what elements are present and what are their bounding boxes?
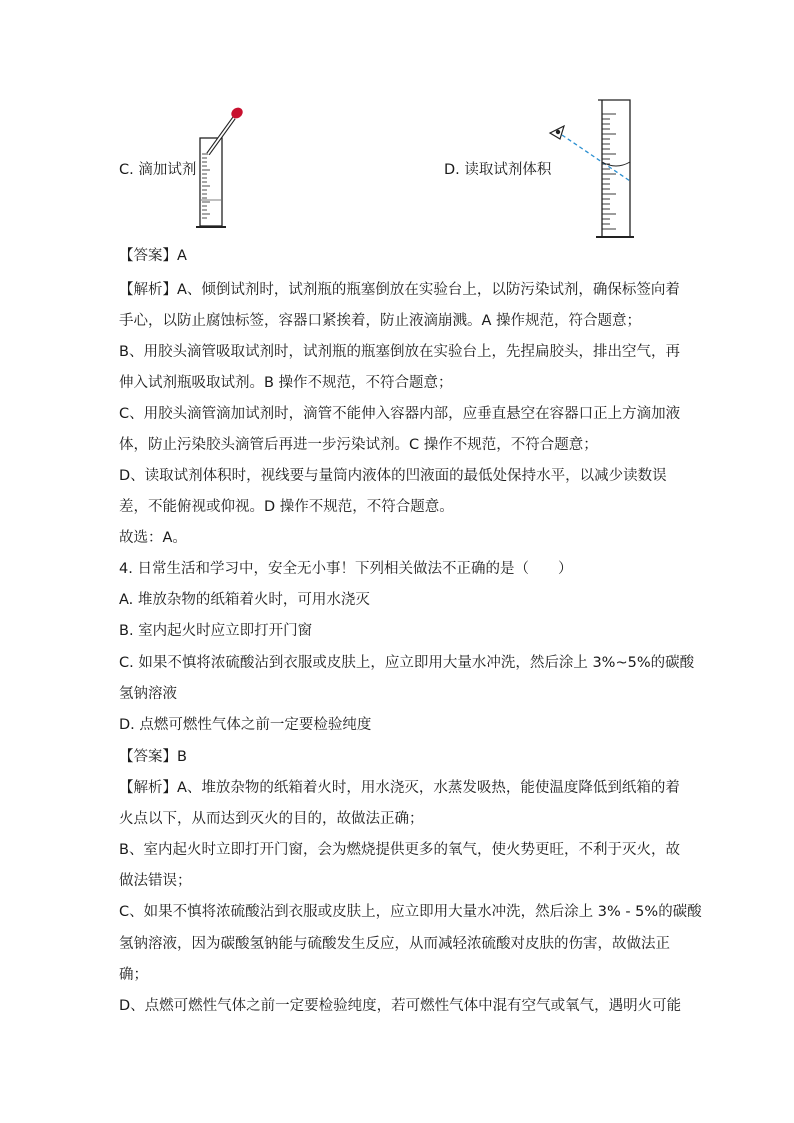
q3-analysis-line: 伸入试剂瓶吸取试剂。B 操作不规范，不符合题意； xyxy=(119,375,453,391)
q4-analysis-line: B、室内起火时立即打开门窗，会为燃烧提供更多的氧气，使火势更旺，不利于灭火，故 xyxy=(119,842,680,858)
q4-option-d: D. 点燃可燃性气体之前一定要检验纯度 xyxy=(119,717,372,733)
q3-analysis-line: C、用胶头滴管滴加试剂时，滴管不能伸入容器内部，应垂直悬空在容器口正上方滴加液 xyxy=(119,406,681,422)
q3-analysis-line: 差，不能俯视或仰视。D 操作不规范，不符合题意。 xyxy=(119,499,454,515)
q4-analysis-line: D、点燃可燃性气体之前一定要检验纯度，若可燃性气体中混有空气或氧气，遇明火可能 xyxy=(119,998,682,1014)
figure-d-reading-cylinder xyxy=(546,96,638,242)
q4-analysis-line: C、如果不慎将浓硫酸沾到衣服或皮肤上，应立即用大量水冲洗，然后涂上 3% - 5%的碳酸 xyxy=(119,904,702,920)
q3-analysis-line: D、读取试剂体积时，视线要与量筒内液体的凹液面的最低处保持水平，以减少读数误 xyxy=(119,468,667,484)
q4-answer: 【答案】B xyxy=(119,749,187,765)
q4-option-c: C. 如果不慎将浓硫酸沾到衣服或皮肤上，应立即用大量水冲洗，然后涂上 3%~5%的碳酸 xyxy=(119,655,695,671)
q4-stem: 4. 日常生活和学习中，安全无小事！下列相关做法不正确的是（ ） xyxy=(119,561,573,577)
q3-analysis-line: 体，防止污染胶头滴管后再进一步污染试剂。C 操作不规范，不符合题意； xyxy=(119,437,598,453)
figure-d-label: D. 读取试剂体积 xyxy=(444,162,552,178)
q4-analysis-line: 氢钠溶液，因为碳酸氢钠能与硫酸发生反应，从而减轻浓硫酸对皮肤的伤害，故做法正 xyxy=(119,936,670,952)
q4-analysis-line: 确； xyxy=(119,967,148,983)
q4-option-c-continued: 氢钠溶液 xyxy=(119,686,177,702)
q3-analysis-line: B、用胶头滴管吸取试剂时，试剂瓶的瓶塞倒放在实验台上，先捏扁胶头，排出空气，再 xyxy=(119,344,680,360)
q4-option-b: B. 室内起火时应立即打开门窗 xyxy=(119,623,313,639)
q3-analysis-line: 手心，以防止腐蚀标签，容器口紧挨着，防止液滴崩溅。A 操作规范，符合题意； xyxy=(119,313,642,329)
q4-analysis-line: 做法错误； xyxy=(119,873,192,889)
figure-c-label: C. 滴加试剂 xyxy=(119,162,197,178)
q3-conclusion: 故选：A。 xyxy=(119,530,187,546)
q4-analysis-line: 【解析】A、堆放杂物的纸箱着火时，用水浇灭，水蒸发吸热，能使温度降低到纸箱的着 xyxy=(119,780,680,796)
q3-analysis-line: 【解析】A、倾倒试剂时，试剂瓶的瓶塞倒放在实验台上，以防污染试剂，确保标签向着 xyxy=(119,282,680,298)
q4-analysis-line: 火点以下，从而达到灭火的目的，故做法正确； xyxy=(119,811,424,827)
q3-answer: 【答案】A xyxy=(119,248,187,264)
figure-c-dropper-cylinder xyxy=(196,104,246,230)
q4-option-a: A. 堆放杂物的纸箱着火时，可用水浇灭 xyxy=(119,592,370,608)
